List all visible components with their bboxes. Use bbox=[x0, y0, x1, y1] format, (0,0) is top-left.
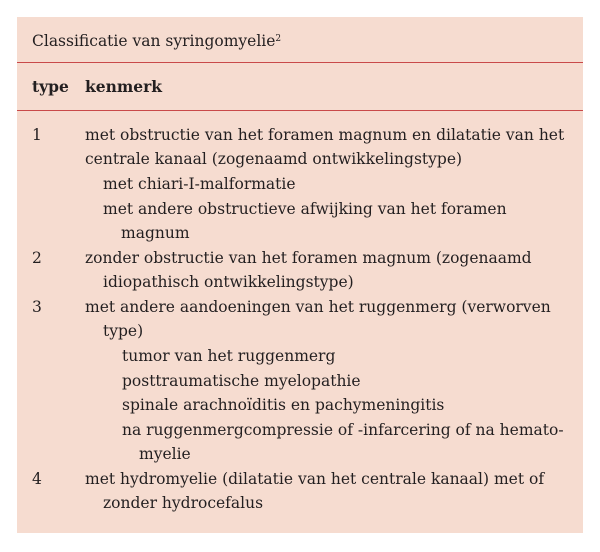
row-type-number: 2 bbox=[32, 249, 42, 267]
row-characteristic-continuation: idiopathisch ontwikkelingstype) bbox=[103, 273, 354, 291]
row-characteristic-line: zonder obstructie van het foramen magnum (zogenaamd bbox=[85, 249, 532, 267]
column-header-type: type bbox=[32, 77, 69, 96]
row-subtype-line: met chiari-I-malformatie bbox=[103, 175, 296, 193]
row-characteristic-line: centrale kanaal (zogenaamd ontwikkelingstype) bbox=[85, 150, 463, 168]
row-type-number: 4 bbox=[32, 470, 42, 488]
row-subtype-line: met andere obstructieve afwijking van het foramen bbox=[103, 200, 507, 218]
row-type-number: 1 bbox=[32, 126, 42, 144]
header-divider bbox=[17, 110, 583, 111]
row-subtype-line: tumor van het ruggenmerg bbox=[122, 347, 336, 365]
title-footnote-ref: 2 bbox=[275, 34, 282, 44]
row-subtype-line: spinale arachnoïditis en pachymeningitis bbox=[122, 396, 445, 414]
row-characteristic-continuation: type) bbox=[103, 322, 144, 340]
row-subtype-continuation: myelie bbox=[139, 445, 191, 463]
row-subtype-line: na ruggenmergcompressie of -infarcering of na hemato- bbox=[122, 421, 564, 439]
row-characteristic-line: met obstructie van het foramen magnum en dilatatie van het bbox=[85, 126, 565, 144]
row-characteristic-line: met andere aandoeningen van het ruggenmerg (verworven bbox=[85, 298, 551, 316]
title-divider bbox=[17, 62, 583, 63]
classification-table bbox=[17, 17, 583, 533]
row-characteristic-line: met hydromyelie (dilatatie van het centrale kanaal) met of bbox=[85, 470, 545, 488]
row-type-number: 3 bbox=[32, 298, 42, 316]
row-subtype-continuation: magnum bbox=[121, 224, 190, 242]
table-title-text: Classificatie van syringomyelie bbox=[32, 32, 276, 50]
column-header-kenmerk: kenmerk bbox=[85, 77, 163, 96]
table-title bbox=[32, 31, 281, 51]
row-subtype-line: posttraumatische myelopathie bbox=[122, 372, 361, 390]
row-characteristic-continuation: zonder hydrocefalus bbox=[103, 494, 264, 512]
